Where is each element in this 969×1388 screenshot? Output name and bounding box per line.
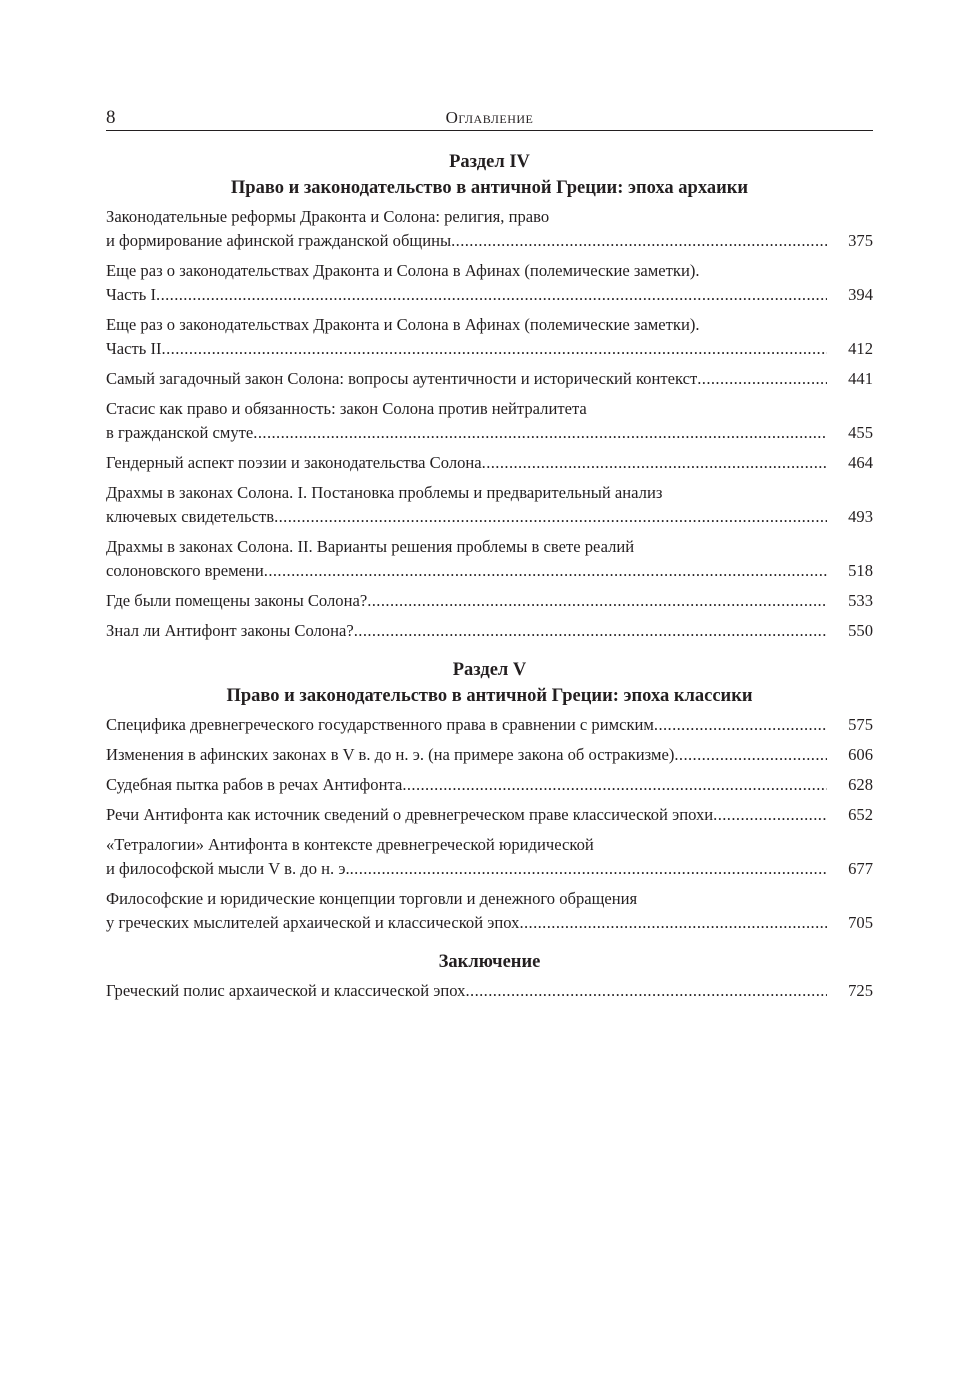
entry-title xyxy=(106,803,873,827)
toc-section xyxy=(106,949,873,1003)
entry-title xyxy=(106,979,873,1003)
toc-section xyxy=(106,657,873,935)
entry-last-line xyxy=(106,589,873,613)
entry-last-line xyxy=(106,743,873,767)
entry-line: Судебная пытка рабов в речах Антифонта xyxy=(106,775,403,794)
entry-title xyxy=(106,481,873,529)
entry-page-number: 575 xyxy=(848,715,873,734)
entry-page-number: 677 xyxy=(848,859,873,878)
entry-title xyxy=(106,451,873,475)
entry-line: Где были помещены законы Солона? xyxy=(106,591,368,610)
entry-last-line xyxy=(106,421,873,445)
toc-entry[interactable] xyxy=(106,367,873,391)
section-title: Заключение xyxy=(438,952,541,972)
entry-title xyxy=(106,887,873,935)
entry-title xyxy=(106,259,873,307)
entry-line: у греческих мыслителей архаической и классической эпох xyxy=(106,913,520,932)
toc-entry[interactable] xyxy=(106,589,873,613)
entry-last-line xyxy=(106,803,873,827)
entry-line: и формирование афинской гражданской общины xyxy=(106,231,452,250)
dot-leader xyxy=(162,337,827,361)
entry-line: Изменения в афинских законах в V в. до н. э. (на примере закона об остракизме) xyxy=(106,745,675,764)
dot-leader xyxy=(482,451,827,475)
dot-leader xyxy=(367,589,827,613)
dot-leader xyxy=(402,773,827,797)
toc-entry[interactable] xyxy=(106,773,873,797)
entry-line: Стасис как право и обязанность: закон Солона против нейтралитета xyxy=(106,399,587,418)
entry-line: Еще раз о законодательствах Драконта и Солона в Афинах (полемические заметки). xyxy=(106,261,700,280)
entry-line: Философские и юридические концепции торговли и денежного обращения xyxy=(106,889,638,908)
toc-entry[interactable] xyxy=(106,979,873,1003)
entry-line: Часть II xyxy=(106,339,162,358)
entry-page-number: 493 xyxy=(848,507,873,526)
entry-line: Драхмы в законах Солона. II. Варианты решения проблемы в свете реалий xyxy=(106,537,635,556)
entry-last-line xyxy=(106,505,873,529)
entry-page-number: 705 xyxy=(848,913,873,932)
entry-page-number: 375 xyxy=(848,231,873,250)
entry-title xyxy=(106,743,873,767)
entry-last-line xyxy=(106,559,873,583)
entry-page-number: 441 xyxy=(848,369,873,388)
dot-leader xyxy=(253,421,827,445)
entry-last-line xyxy=(106,367,873,391)
entry-page-number: 394 xyxy=(848,285,873,304)
entry-page-number: 533 xyxy=(848,591,873,610)
toc-page xyxy=(106,104,873,1009)
entry-last-line xyxy=(106,337,873,361)
entry-line: Самый загадочный закон Солона: вопросы аутентичности и исторический контекст xyxy=(106,369,698,388)
entry-page-number: 628 xyxy=(848,775,873,794)
entry-list xyxy=(106,713,873,935)
section-title: Право и законодательство в античной Греции: эпоха классики xyxy=(226,686,753,706)
dot-leader xyxy=(697,367,827,391)
toc-entry[interactable] xyxy=(106,833,873,881)
entry-page-number: 725 xyxy=(848,981,873,1000)
page-number: 8 xyxy=(106,107,116,128)
toc-entry[interactable] xyxy=(106,713,873,737)
entry-title xyxy=(106,773,873,797)
dot-leader xyxy=(674,743,827,767)
toc-entry[interactable] xyxy=(106,803,873,827)
dot-leader xyxy=(654,713,827,737)
entry-line: Греческий полис архаической и классической эпох xyxy=(106,981,466,1000)
entry-line: и философской мысли V в. до н. э. xyxy=(106,859,350,878)
toc-section xyxy=(106,149,873,643)
toc-entry[interactable] xyxy=(106,205,873,253)
entry-title xyxy=(106,713,873,737)
entry-title xyxy=(106,535,873,583)
entry-last-line xyxy=(106,857,873,881)
entry-title xyxy=(106,589,873,613)
entry-line: Знал ли Антифонт законы Солона? xyxy=(106,621,354,640)
section-title: Право и законодательство в античной Греции: эпоха архаики xyxy=(230,178,749,198)
entry-title xyxy=(106,367,873,391)
toc-entry[interactable] xyxy=(106,451,873,475)
entry-last-line xyxy=(106,451,873,475)
entry-last-line xyxy=(106,773,873,797)
entry-line: «Тетралогии» Антифонта в контексте древнегреческой юридической xyxy=(106,835,594,854)
toc-entry[interactable] xyxy=(106,743,873,767)
dot-leader xyxy=(274,505,827,529)
entry-title xyxy=(106,619,873,643)
toc-entry[interactable] xyxy=(106,313,873,361)
entry-last-line xyxy=(106,979,873,1003)
toc-entry[interactable] xyxy=(106,619,873,643)
running-title: Оглавление xyxy=(445,108,534,127)
table-of-contents xyxy=(106,149,873,1003)
entry-title xyxy=(106,313,873,361)
entry-line: солоновского времени xyxy=(106,561,264,580)
section-label: Раздел IV xyxy=(449,152,530,172)
entry-line: Еще раз о законодательствах Драконта и Солона в Афинах (полемические заметки). xyxy=(106,315,700,334)
entry-page-number: 518 xyxy=(848,561,873,580)
toc-entry[interactable] xyxy=(106,259,873,307)
entry-line: Речи Антифонта как источник сведений о древнегреческом праве классической эпохи xyxy=(106,805,714,824)
dot-leader xyxy=(156,283,827,307)
entry-page-number: 455 xyxy=(848,423,873,442)
page-header xyxy=(106,104,873,131)
entry-line: Законодательные реформы Драконта и Солона: религия, право xyxy=(106,207,550,226)
entry-line: в гражданской смуте xyxy=(106,423,254,442)
toc-entry[interactable] xyxy=(106,535,873,583)
entry-line: Часть I xyxy=(106,285,157,304)
entry-last-line xyxy=(106,911,873,935)
entry-title xyxy=(106,397,873,445)
entry-last-line xyxy=(106,713,873,737)
entry-line: Специфика древнегреческого государственного права в сравнении с римским xyxy=(106,715,654,734)
dot-leader xyxy=(264,559,827,583)
entry-line: ключевых свидетельств xyxy=(106,507,275,526)
entry-last-line xyxy=(106,229,873,253)
dot-leader xyxy=(350,857,827,881)
dot-leader xyxy=(713,803,827,827)
entry-last-line xyxy=(106,619,873,643)
toc-entry[interactable] xyxy=(106,481,873,529)
dot-leader xyxy=(465,979,827,1003)
entry-list xyxy=(106,205,873,643)
entry-title xyxy=(106,833,873,881)
toc-entry[interactable] xyxy=(106,397,873,445)
toc-entry[interactable] xyxy=(106,887,873,935)
entry-last-line xyxy=(106,283,873,307)
dot-leader xyxy=(519,911,827,935)
entry-line: Драхмы в законах Солона. I. Постановка проблемы и предварительный анализ xyxy=(106,483,663,502)
entry-page-number: 550 xyxy=(848,621,873,640)
entry-title xyxy=(106,205,873,253)
entry-page-number: 652 xyxy=(848,805,873,824)
entry-page-number: 606 xyxy=(848,745,873,764)
entry-line: Гендерный аспект поэзии и законодательства Солона xyxy=(106,453,482,472)
entry-page-number: 464 xyxy=(848,453,873,472)
dot-leader xyxy=(451,229,827,253)
entry-page-number: 412 xyxy=(848,339,873,358)
entry-list xyxy=(106,979,873,1003)
section-label: Раздел V xyxy=(452,660,527,680)
dot-leader xyxy=(354,619,827,643)
